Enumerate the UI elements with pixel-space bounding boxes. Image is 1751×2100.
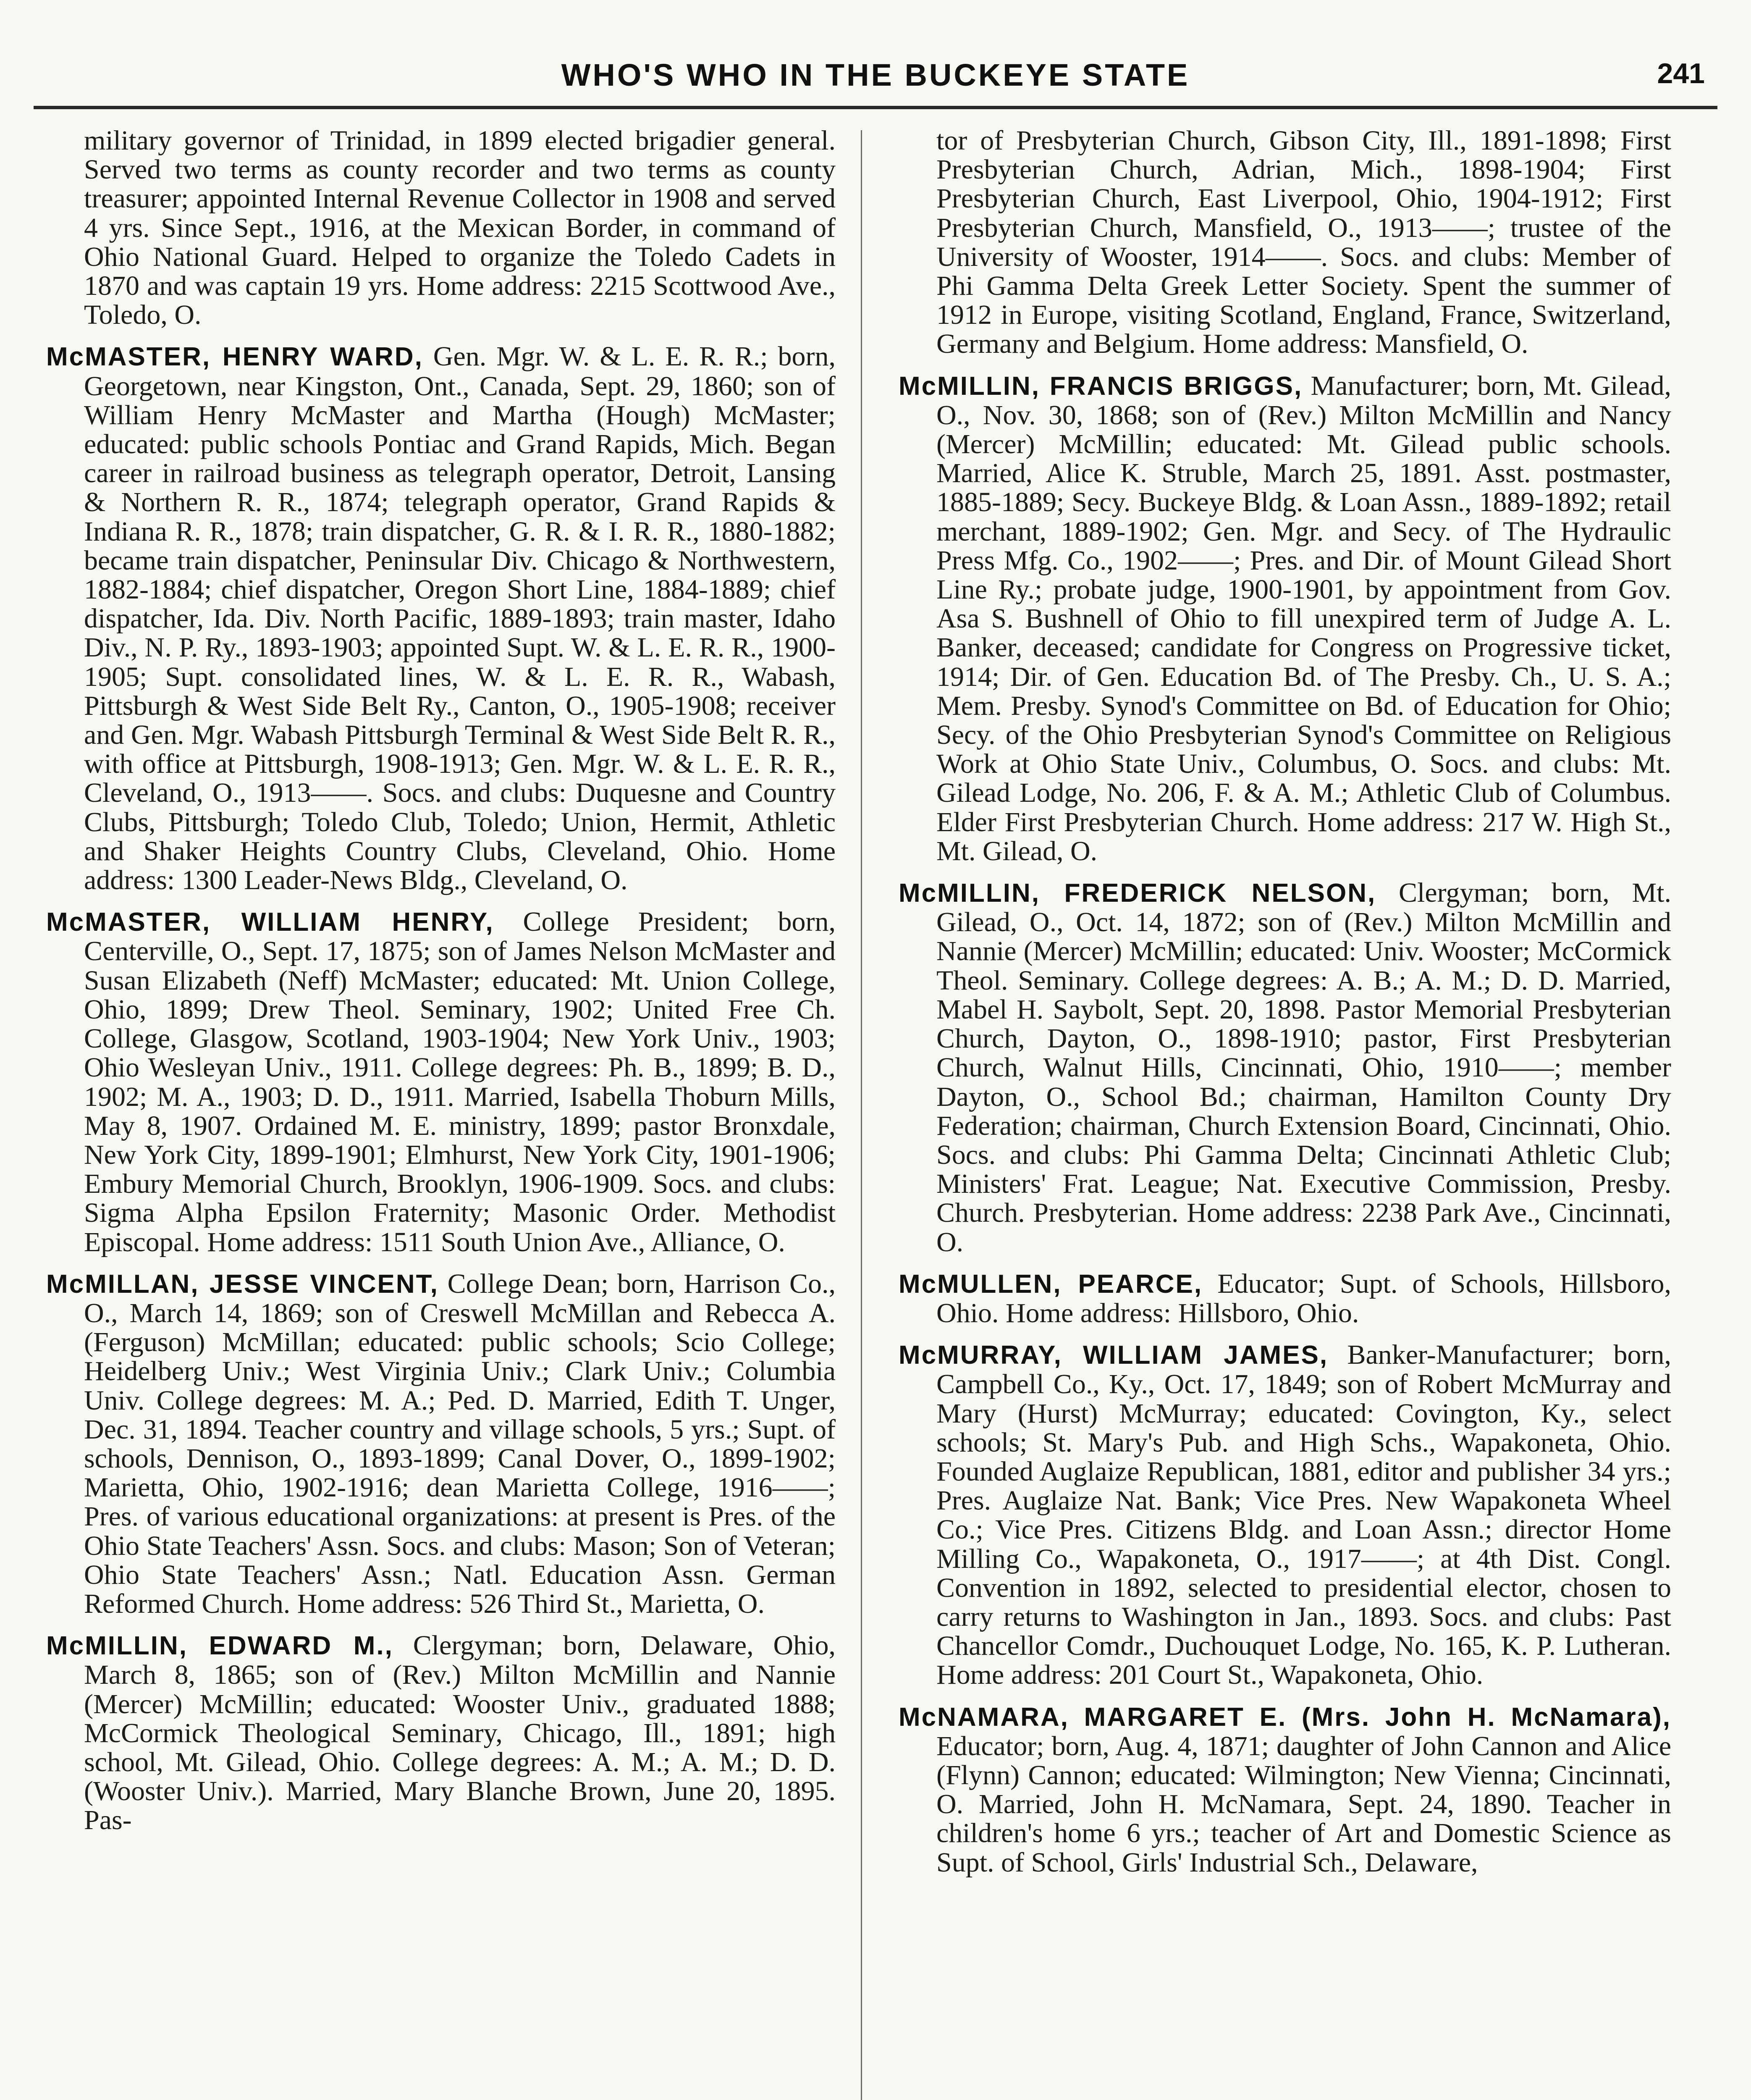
entry-text: Gen. Mgr. W. & L. E. R. R.; born, Georgetown, near Kingston, Ont., Canada, Sept. 29, 1860; son of William Henry McMaster and Martha (Hough) McMaster; educated: public schools Pontiac and Grand Rapids, Mich. Began career in railroad business as telegraph operator, Detroit, Lansing & Northern R. R., 1874; telegraph operator, Grand Rapids & Indiana R. R., 1878; train dispatcher, G. R. & I. R. R., 1880-1882; became train dispatcher, Peninsular Div. Chicago & Northwestern, 1882-1884; chief dispatcher, Oregon Short Line, 1884-1889; chief dispatcher, Ida. Div. North Pacific, 1889-1893; train master, Idaho Div., N. P. Ry., 1893-1903; appointed Supt. W. & L. E. R. R., 1900-1905; Supt. consolidated lines, W. & L. E. R. R., Wabash, Pittsburgh & West Side Belt Ry., Canton, O., 1905-1908; receiver and Gen. Mgr. Wabash Pittsburgh Terminal & West Side Belt R. R., with office at Pittsburgh, 1908-1913; Gen. Mgr. W. & L. E. R. R., Cleveland, O., 1913——. Socs. and clubs: Duquesne and Country Clubs, Pittsburgh; Toledo Club, Toledo; Union, Hermit, Athletic and Shaker Heights Country Clubs, Cleveland, Ohio. Home address: 1300 Leader-News Bldg., Cleveland, O. xyxy=(84,341,836,896)
entry-name: McMILLIN, FRANCIS BRIGGS, xyxy=(899,371,1303,401)
right-column xyxy=(899,126,1671,2100)
entry-text: Manufacturer; born, Mt. Gilead, O., Nov. 30, 1868; son of (Rev.) Milton McMillin and Nancy (Mercer) McMillin; educated: Mt. Gilead public schools. Married, Alice K. Struble, March 25, 1891. Asst. postmaster, 1885-1889; Secy. Buckeye Bldg. & Loan Assn., 1889-1892; retail merchant, 1889-1902; Gen. Mgr. and Secy. of The Hydraulic Press Mfg. Co., 1902——; Pres. and Dir. of Mount Gilead Short Line Ry.; probate judge, 1900-1901, by appointment from Gov. Asa S. Bushnell of Ohio to fill unexpired term of Judge A. L. Banker, deceased; candidate for Congress on Progressive ticket, 1914; Dir. of Gen. Education Bd. of The Presby. Ch., U. S. A.; Mem. Presby. Synod's Committee on Bd. of Education for Ohio; Secy. of the Ohio Presbyterian Synod's Committee on Religious Work at Ohio State Univ., Columbus, O. Socs. and clubs: Mt. Gilead Lodge, No. 206, F. & A. M.; Athletic Club of Columbus. Elder First Presbyterian Church. Home address: 217 W. High St., Mt. Gilead, O. xyxy=(936,370,1671,866)
page-number: 241 xyxy=(1657,58,1705,89)
left-column xyxy=(46,126,836,2100)
entry-text: Clergyman; born, Mt. Gilead, O., Oct. 14, 1872; son of (Rev.) Milton McMillin and Nannie (Mercer) McMillin; educated: Univ. Wooster; McCormick Theol. Seminary. College degrees: A. B.; A. M.; D. D. Married, Mabel H. Saybolt, Sept. 20, 1898. Pastor Memorial Presbyterian Church, Dayton, O., 1898-1910; pastor, First Presbyterian Church, Walnut Hills, Cincinnati, Ohio, 1910——; member Dayton, O., School Bd.; chairman, Hamilton County Dry Federation; chairman, Church Extension Board, Cincinnati, Ohio. Socs. and clubs: Phi Gamma Delta; Cincinnati Athletic Club; Ministers' Frat. League; Nat. Executive Commission, Presby. Church. Presbyterian. Home address: 2238 Park Ave., Cincinnati, O. xyxy=(936,877,1671,1257)
header-rule xyxy=(34,106,1717,109)
column-divider xyxy=(861,130,862,2100)
entry-name: McMURRAY, WILLIAM JAMES, xyxy=(899,1341,1329,1370)
biography-entry-mcmillan-jesse-vincent xyxy=(46,1269,836,1618)
biography-entry-mcmillin-francis-briggs xyxy=(899,371,1671,866)
biography-entry-mcnamara-margaret-e xyxy=(899,1702,1671,1877)
entry-text: College Dean; born, Harrison Co., O., March 14, 1869; son of Creswell McMillan and Rebecca A. (Ferguson) McMillan; educated: public schools; Scio College; Heidelberg Univ.; West Virginia Univ.; Clark Univ.; Columbia Univ. College degrees: M. A.; Ped. D. Married, Edith T. Unger, Dec. 31, 1894. Teacher country and village schools, 5 yrs.; Supt. of schools, Dennison, O., 1893-1899; Canal Dover, O., 1899-1902; Marietta, Ohio, 1902-1916; dean Marietta College, 1916——; Pres. of various educational organizations: at present is Pres. of the Ohio State Teachers' Assn. Socs. and clubs: Mason; Son of Veteran; Ohio State Teachers' Assn.; Natl. Education Assn. German Reformed Church. Home address: 526 Third St., Marietta, O. xyxy=(84,1268,836,1619)
running-head: WHO'S WHO IN THE BUCKEYE STATE xyxy=(561,58,1190,92)
entry-name: McMASTER, HENRY WARD, xyxy=(46,342,423,372)
entry-name: McMILLAN, JESSE VINCENT, xyxy=(46,1269,439,1299)
biography-entry-mcmaster-william-henry xyxy=(46,907,836,1256)
biography-entry-mcmaster-henry-ward xyxy=(46,342,836,895)
entry-text: Clergyman; born, Delaware, Ohio, March 8, 1865; son of (Rev.) Milton McMillin and Nannie (Mercer) McMillin; educated: Wooster Univ., graduated 1888; McCormick Theological Seminary, Chicago, Ill., 1891; high school, Mt. Gilead, Ohio. College degrees: A. M.; A. M.; D. D. (Wooster Univ.). Married, Mary Blanche Brown, June 20, 1895. Pas- xyxy=(84,1630,836,1836)
entry-text: College President; born, Centerville, O., Sept. 17, 1875; son of James Nelson McMaster and Susan Elizabeth (Neff) McMaster; educated: Mt. Union College, Ohio, 1899; Drew Theol. Seminary, 1902; United Free Ch. College, Glasgow, Scotland, 1903-1904; New York Univ., 1903; Ohio Wesleyan Univ., 1911. College degrees: Ph. B., 1899; B. D., 1902; M. A., 1903; D. D., 1911. Married, Isabella Thoburn Mills, May 8, 1907. Ordained M. E. ministry, 1899; pastor Bronxdale, New York City, 1899-1901; Elmhurst, New York City, 1901-1906; Embury Memorial Church, Brooklyn, 1906-1909. Socs. and clubs: Sigma Alpha Epsilon Fraternity; Masonic Order. Methodist Episcopal. Home address: 1511 South Union Ave., Alliance, O. xyxy=(84,906,836,1257)
entry-text: Banker-Manufacturer; born, Campbell Co., Ky., Oct. 17, 1849; son of Robert McMurray and Mary (Hurst) McMurray; educated: Covington, Ky., select schools; St. Mary's Pub. and High Schs., Wapakoneta, Ohio. Founded Auglaize Republican, 1881, editor and publisher 34 yrs.; Pres. Auglaize Nat. Bank; Vice Pres. New Wapakoneta Wheel Co.; Vice Pres. Citizens Bldg. and Loan Assn.; director Home Milling Co., Wapakoneta, O., 1917——; at 4th Dist. Congl. Convention in 1892, selected to presidential elector, chosen to carry returns to Washington in Jan., 1893. Socs. and clubs: Past Chancellor Comdr., Duchouquet Lodge, No. 165, K. P. Lutheran. Home address: 201 Court St., Wapakoneta, Ohio. xyxy=(936,1339,1671,1690)
continued-entry: military governor of Trinidad, in 1899 elected brigadier general. Served two terms as county recorder and two terms as county treasurer; appointed Internal Revenue Collector in 1908 and served 4 yrs. Since Sept., 1916, at the Mexican Border, in command of Ohio National Guard. Helped to organize the Toledo Cadets in 1870 and was captain 19 yrs. Home address: 2215 Scottwood Ave., Toledo, O. xyxy=(84,126,836,331)
biography-entry-mcmillin-edward-m xyxy=(46,1631,836,1835)
entry-name: McNAMARA, MARGARET E. (Mrs. John H. McNamara), xyxy=(899,1702,1671,1732)
biography-entry-mcmillin-frederick-nelson xyxy=(899,878,1671,1257)
entry-name: McMULLEN, PEARCE, xyxy=(899,1269,1203,1299)
page-header xyxy=(34,50,1717,100)
entry-name: McMILLIN, FREDERICK NELSON, xyxy=(899,879,1376,908)
entry-text: Educator; born, Aug. 4, 1871; daughter of John Cannon and Alice (Flynn) Cannon; educated: Wilmington; New Vienna; Cincinnati, O. Married, John H. McNamara, Sept. 24, 1890. Teacher in children's home 6 yrs.; teacher of Art and Domestic Science as Supt. of School, Girls' Industrial Sch., Delaware, xyxy=(936,1730,1671,1878)
biography-entry-mcmullen-pearce xyxy=(899,1269,1671,1328)
entry-name: McMILLIN, EDWARD M., xyxy=(46,1631,393,1661)
biography-entry-mcmurray-william-james xyxy=(899,1340,1671,1689)
entry-text: Educator; Supt. of Schools, Hillsboro, Ohio. Home address: Hillsboro, Ohio. xyxy=(936,1268,1671,1328)
continued-entry: tor of Presbyterian Church, Gibson City, Ill., 1891-1898; First Presbyterian Church, Adrian, Mich., 1898-1904; First Presbyterian Church, East Liverpool, Ohio, 1904-1912; First Presbyterian Church, Mansfield, O., 1913——; trustee of the University of Wooster, 1914——. Socs. and clubs: Member of Phi Gamma Delta Greek Letter Society. Spent the summer of 1912 in Europe, visiting Scotland, England, France, Switzerland, Germany and Belgium. Home address: Mansfield, O. xyxy=(936,126,1671,360)
entry-name: McMASTER, WILLIAM HENRY, xyxy=(46,908,494,937)
